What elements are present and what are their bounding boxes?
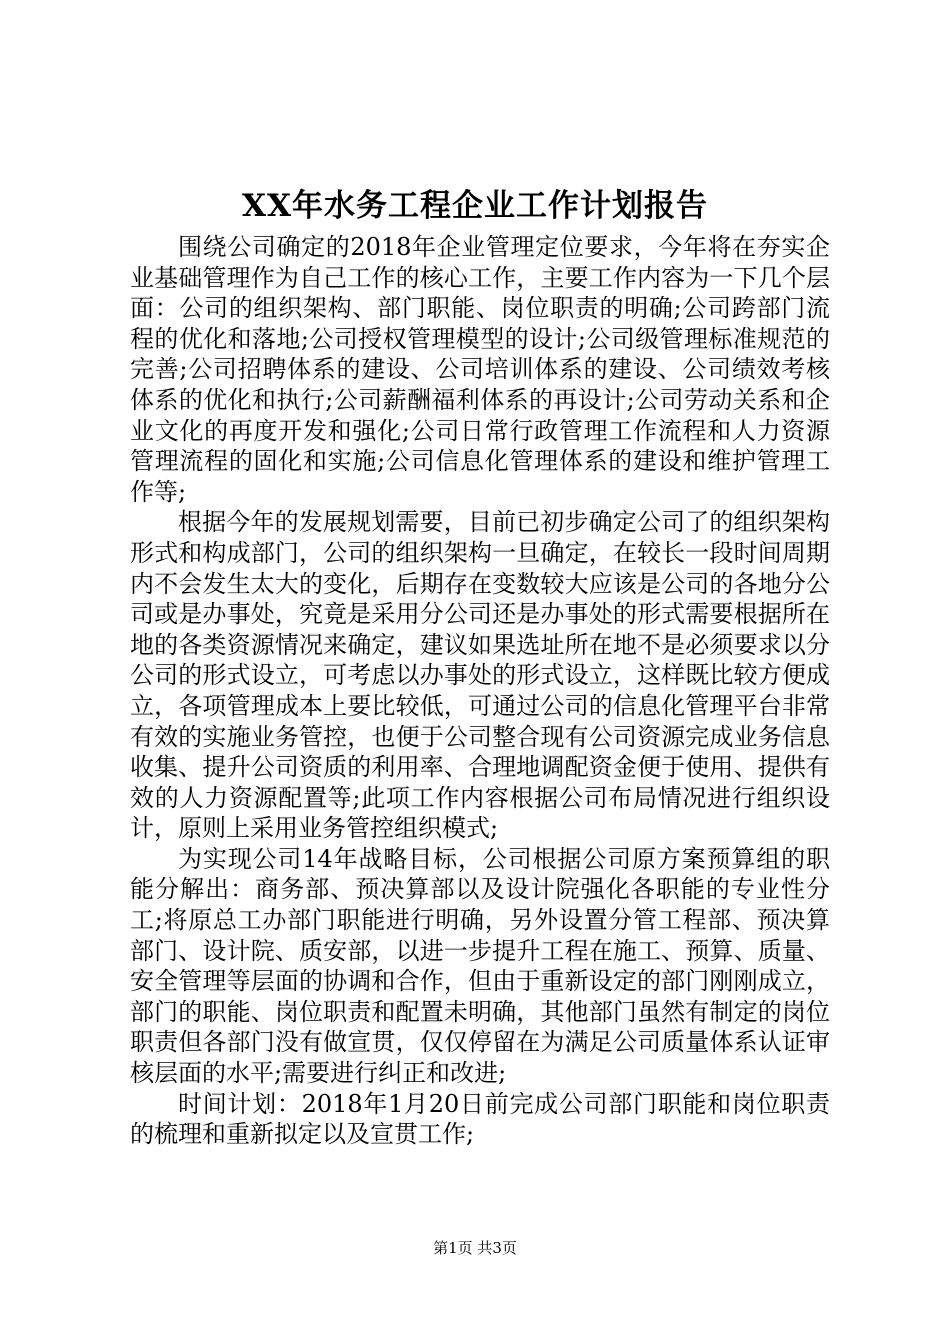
paragraph-3: 为实现公司14年战略目标，公司根据公司原方案预算组的职能分解出：商务部、预决算部以及设计院强化各职能的专业性分工;将原总工办部门职能进行明确，另外设置分管工程部、预决算部门、设计院、质安部，以进一步提升工程在施工、预算、质量、安全管理等层面的协调和合作，但由于重新设定的部门刚刚成立，部门的职能、岗位职责和配置未明确，其他部门虽然有制定的岗位职责但各部门没有做宣贯，仅仅停留在为满足公司质量体系认证审核层面的水平;需要进行纠正和改进; (130, 844, 830, 1088)
paragraph-1: 围绕公司确定的2018年企业管理定位要求，今年将在夯实企业基础管理作为自己工作的核心工作，主要工作内容为一下几个层面：公司的组织架构、部门职能、岗位职责的明确;公司跨部门流程的优化和落地;公司授权管理模型的设计;公司级管理标准规范的完善;公司招聘体系的建设、公司培训体系的建设、公司绩效考核体系的优化和执行;公司薪酬福利体系的再设计;公司劳动关系和企业文化的再度开发和强化;公司日常行政管理工作流程和人力资源管理流程的固化和实施;公司信息化管理体系的建设和维护管理工作等; (130, 233, 830, 506)
page-number-footer: 第1页 共3页 (433, 1239, 517, 1257)
document-title: XX年水务工程企业工作计划报告 (241, 188, 709, 224)
paragraph-4: 时间计划：2018年1月20日前完成公司部门职能和岗位职责的梳理和重新拟定以及宣贯工作; (130, 1089, 830, 1149)
document-body (130, 232, 830, 1150)
paragraph-2: 根据今年的发展规划需要，目前已初步确定公司了的组织架构形式和构成部门，公司的组织架构一旦确定，在较长一段时间周期内不会发生太大的变化，后期存在变数较大应该是公司的各地分公司或是办事处，究竟是采用分公司还是办事处的形式需要根据所在地的各类资源情况来确定，建议如果选址所在地不是必须要求以分公司的形式设立，可考虑以办事处的形式设立，这样既比较方便成立，各项管理成本上要比较低，可通过公司的信息化管理平台非常有效的实施业务管控，也便于公司整合现有公司资源完成业务信息收集、提升公司资质的利用率、合理地调配资金便于使用、提供有效的人力资源配置等;此项工作内容根据公司布局情况进行组织设计，原则上采用业务管控组织模式; (130, 508, 830, 843)
